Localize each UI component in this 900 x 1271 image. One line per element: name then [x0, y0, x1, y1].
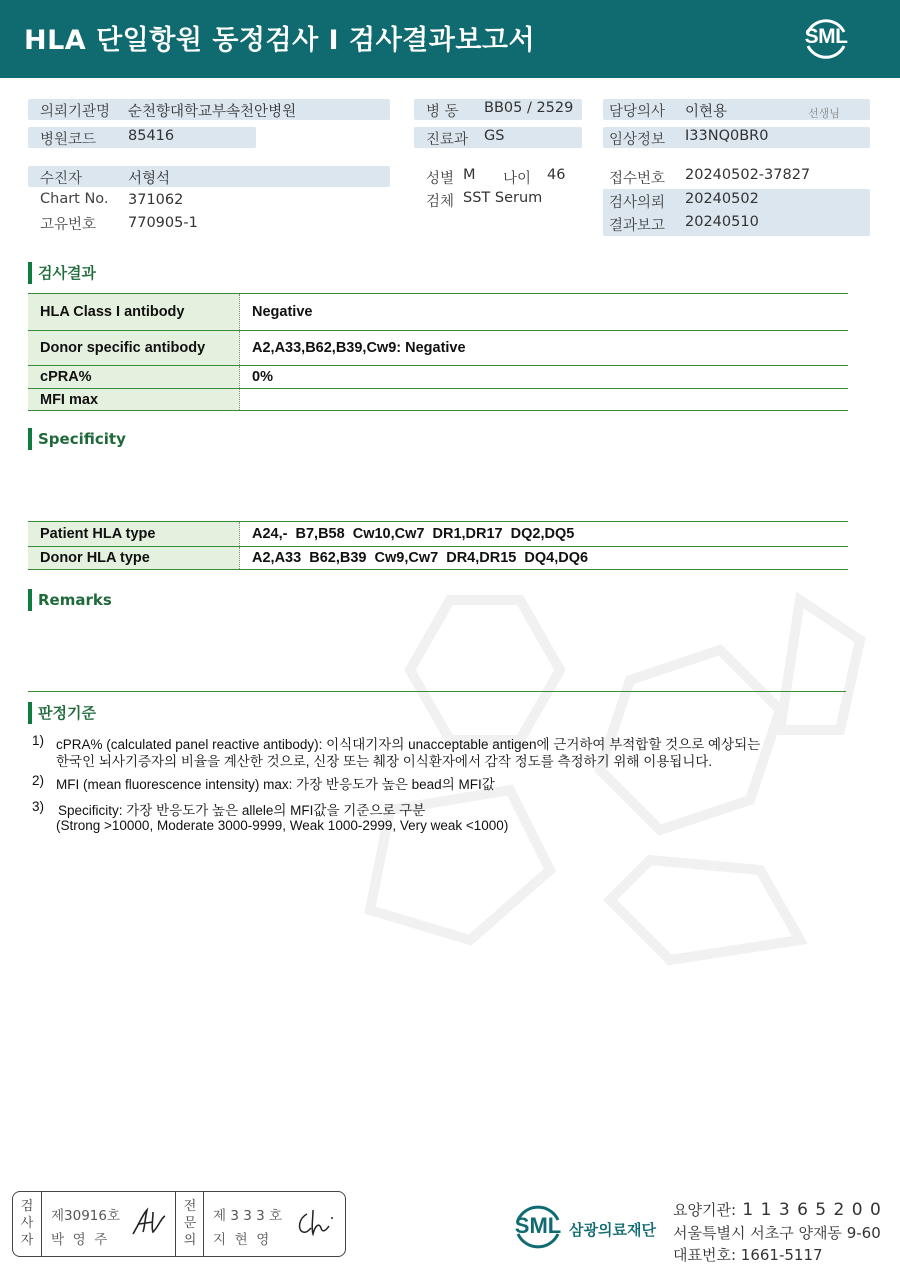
clinical-value: I33NQ0BR0 [685, 128, 769, 144]
doctor-suffix: 선생님 [808, 107, 840, 120]
chart-label: Chart No. [40, 191, 109, 207]
criteria-1-line1: cPRA% (calculated panel reactive antibody): 이식대기자의 unacceptable antigen에 근거하여 부적합할 것으로 예상되는 [56, 737, 761, 752]
institution-value: 순천향대학교부속천안병원 [128, 104, 297, 120]
table-row [28, 294, 848, 331]
hospital-code-label: 병원코드 [40, 132, 97, 148]
phone-label: 대표번호: [673, 1246, 737, 1264]
hla-type-value: A24,- B7,B58 Cw10,Cw7 DR1,DR17 DQ2,DQ5 [252, 526, 575, 542]
specialist-label-char: 의 [183, 1233, 197, 1248]
specialist-label-char: 전 [183, 1199, 197, 1214]
chart-value: 371062 [128, 192, 184, 208]
receipt-label: 접수번호 [609, 171, 666, 187]
examiner-signature-icon [131, 1206, 171, 1238]
institution-code-line [673, 1199, 882, 1220]
report-label: 결과보고 [609, 218, 666, 234]
criteria-section-title: 판정기준 [28, 702, 96, 724]
criteria-3-number: 3) [32, 799, 45, 814]
sml-footer-logo [510, 1198, 566, 1254]
examiner-license: 제30916호 [51, 1208, 121, 1224]
doctor-label: 담당의사 [609, 104, 666, 120]
clinical-label: 임상정보 [609, 132, 666, 148]
results-table [28, 293, 848, 411]
phone-value: 1661-5117 [736, 1246, 823, 1264]
examiner-label-char: 검 [20, 1199, 34, 1214]
result-value: 0% [252, 369, 273, 385]
report-title: HLA 단일항원 동정검사 I 검사결과보고서 [24, 25, 536, 56]
hla-type-value: A2,A33 B62,B39 Cw9,Cw7 DR4,DR15 DQ4,DQ6 [252, 550, 589, 566]
institution-code-label: 요양기관: [673, 1201, 737, 1219]
dept-value: GS [484, 128, 505, 144]
phone-line [673, 1244, 823, 1265]
examiner-label-char: 자 [20, 1233, 34, 1248]
report-value: 20240510 [685, 214, 759, 230]
examiner-name: 박 영 주 [51, 1232, 108, 1248]
sml-logo-text: SML [804, 25, 848, 48]
foundation-name: 삼광의료재단 [569, 1221, 656, 1239]
result-value: A2,A33,B62,B39,Cw9: Negative [252, 340, 466, 356]
result-value [240, 389, 848, 410]
age-label: 나이 [503, 171, 532, 187]
address-line: 서울특별시 서초구 양재동 9-60 [673, 1224, 881, 1242]
sex-label: 성별 [426, 171, 455, 187]
specialist-name: 지 현 영 [213, 1232, 270, 1248]
specialist-license: 제 3 3 3 호 [213, 1208, 283, 1224]
patient-value: 서형석 [128, 171, 171, 187]
criteria-2-number: 2) [32, 773, 45, 788]
hla-type-table [28, 521, 848, 570]
criteria-1-number: 1) [32, 733, 45, 748]
remarks-divider [28, 691, 846, 692]
table-row [28, 389, 848, 411]
criteria-2-line1: MFI (mean fluorescence intensity) max: 가장 반응도가 높은 bead의 MFI값 [56, 777, 495, 792]
hospital-code-value: 85416 [128, 128, 175, 144]
criteria-1-line2: 한국인 뇌사기증자의 비율을 계산한 것으로, 신장 또는 췌장 이식환자에서 감작 정도를 측정하기 위해 이용됩니다. [56, 754, 713, 769]
institution-code-value: 1 1 3 6 5 2 0 0 [736, 1200, 882, 1220]
request-label: 검사의뢰 [609, 195, 666, 211]
signature-box [12, 1191, 346, 1257]
table-row [28, 522, 848, 547]
hla-type-key: Donor HLA type [28, 547, 240, 569]
doctor-value: 이현용 [685, 104, 728, 120]
signature-divider [41, 1192, 42, 1256]
patient-label: 수진자 [40, 171, 83, 187]
criteria-3-line2: (Strong >10000, Moderate 3000-9999, Weak 1000-2999, Very weak <1000) [56, 818, 509, 833]
institution-label: 의뢰기관명 [40, 104, 111, 120]
table-row [28, 331, 848, 366]
criteria-3-line1: Specificity: 가장 반응도가 높은 allele의 MFI값을 기준으로 구분 [58, 803, 426, 818]
result-key: Donor specific antibody [28, 331, 240, 365]
result-key: cPRA% [28, 366, 240, 388]
watermark-cross-icon [330, 560, 900, 980]
signature-divider [203, 1192, 204, 1256]
receipt-value: 20240502-37827 [685, 167, 811, 183]
result-value: Negative [252, 304, 313, 320]
specimen-label: 검체 [426, 194, 455, 210]
table-row [28, 366, 848, 389]
sml-logo [800, 12, 852, 64]
hla-type-key: Patient HLA type [28, 522, 240, 546]
request-value: 20240502 [685, 191, 759, 207]
result-key: HLA Class I antibody [28, 294, 240, 330]
result-key: MFI max [28, 389, 240, 410]
signature-divider [175, 1192, 176, 1256]
unique-label: 고유번호 [40, 217, 97, 233]
ward-value: BB05 / 2529 [484, 100, 574, 116]
unique-value: 770905-1 [128, 215, 198, 231]
patient-field [28, 166, 390, 187]
results-section-title: 검사결과 [28, 262, 96, 284]
ward-label: 병 동 [426, 104, 459, 120]
specialist-label [181, 1198, 199, 1249]
sml-footer-logo-text: SML [514, 1213, 562, 1238]
specificity-section-title: Specificity [28, 428, 126, 450]
dept-label: 진료과 [426, 132, 469, 148]
examiner-label [18, 1198, 36, 1249]
age-value: 46 [547, 167, 566, 183]
examiner-label-char: 사 [20, 1216, 34, 1231]
specialist-label-char: 문 [183, 1216, 197, 1231]
report-header [0, 0, 900, 78]
sex-value: M [463, 167, 476, 183]
table-row [28, 547, 848, 570]
specimen-value: SST Serum [463, 190, 543, 206]
remarks-section-title: Remarks [28, 589, 112, 611]
specialist-signature-icon [295, 1208, 337, 1238]
